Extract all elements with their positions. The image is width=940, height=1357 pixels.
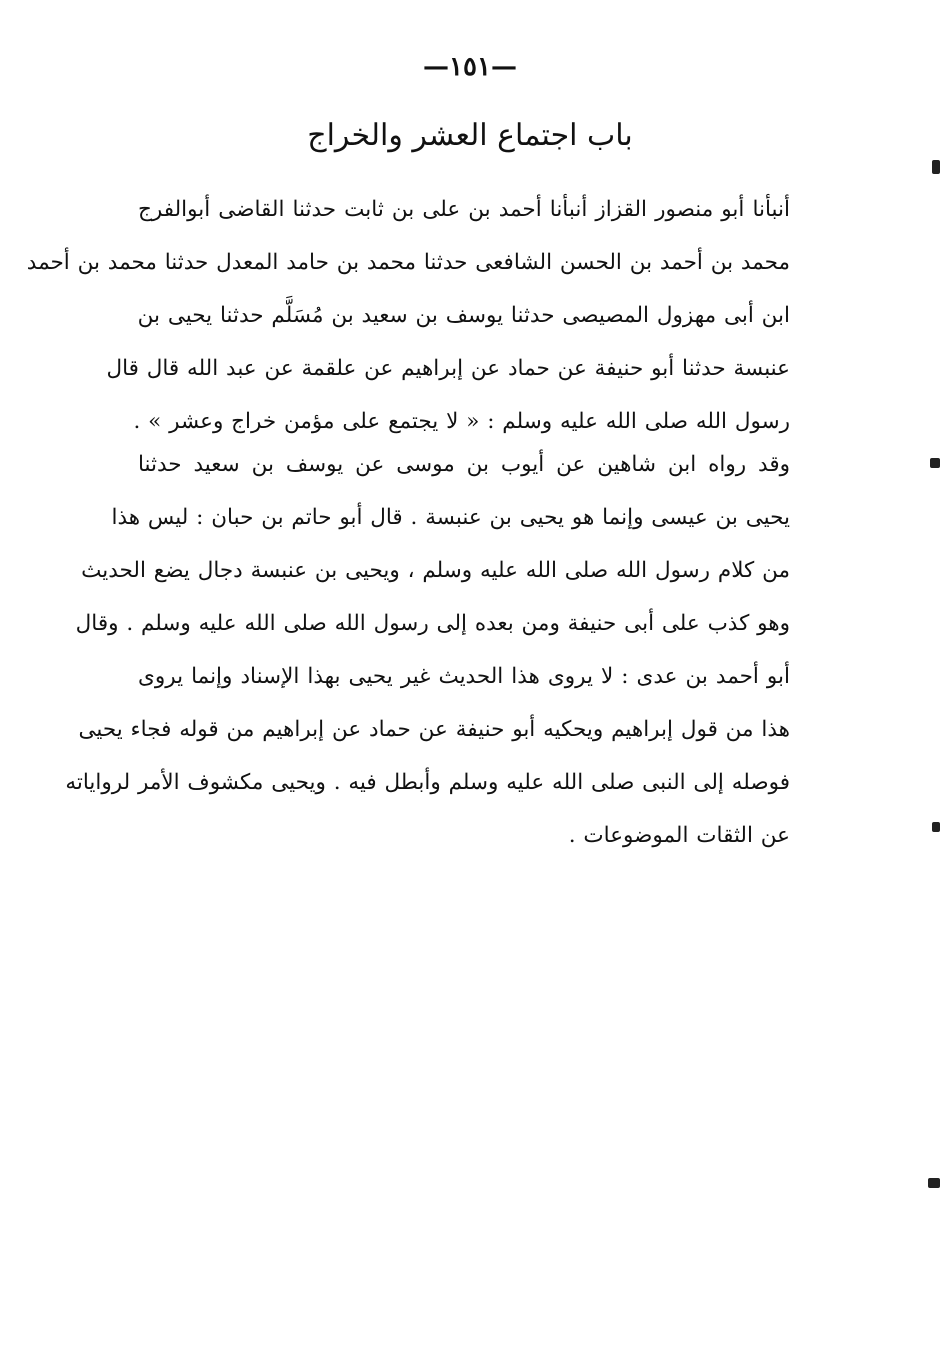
chapter-title: باب اجتماع العشر والخراج [307,118,633,153]
text-line: عنبسة حدثنا أبو حنيفة عن حماد عن إبراهيم عن علقمة عن عبد الله قال قال [106,356,790,381]
paragraph-1 [26,183,790,448]
scan-mark [932,822,940,832]
text-line: رسول الله صلى الله عليه وسلم : « لا يجتمع على مؤمن خراج وعشر » . [133,409,790,434]
scan-mark [932,160,940,174]
text-line: محمد بن أحمد بن الحسن الشافعى حدثنا محمد بن حامد المعدل حدثنا محمد بن أحمد [26,250,790,275]
text-line: أنبأنا أبو منصور القزاز أنبأنا أحمد بن على بن ثابت حدثنا القاضى أبوالفرج [138,197,790,222]
scan-mark [928,1178,940,1188]
scan-mark [930,458,940,468]
page-number: —١٥١— [423,52,517,82]
text-line: يحيى بن عيسى وإنما هو يحيى بن عنبسة . قال أبو حاتم بن حبان : ليس هذا [111,505,790,530]
text-line: عن الثقات الموضوعات . [568,823,790,848]
text-line: وقد رواه ابن شاهين عن أيوب بن موسى عن يوسف بن سعيد حدثنا [138,452,790,477]
paragraph-2 [65,438,790,862]
text-line: هذا من قول إبراهيم ويحكيه أبو حنيفة عن حماد عن إبراهيم من قوله فجاء يحيى [78,717,790,742]
text-line: وهو كذب على أبى حنيفة ومن بعده إلى رسول الله صلى الله عليه وسلم . وقال [75,611,790,636]
text-line: ابن أبى مهزول المصيصى حدثنا يوسف بن سعيد بن مُسَلَّم حدثنا يحيى بن [137,303,790,328]
text-line: فوصله إلى النبى صلى الله عليه وسلم وأبطل فيه . ويحيى مكشوف الأمر لرواياته [65,770,790,795]
text-line: أبو أحمد بن عدى : لا يروى هذا الحديث غير يحيى بهذا الإسناد وإنما يروى [138,664,790,689]
text-line: من كلام رسول الله صلى الله عليه وسلم ، ويحيى بن عنبسة دجال يضع الحديث [81,558,790,583]
